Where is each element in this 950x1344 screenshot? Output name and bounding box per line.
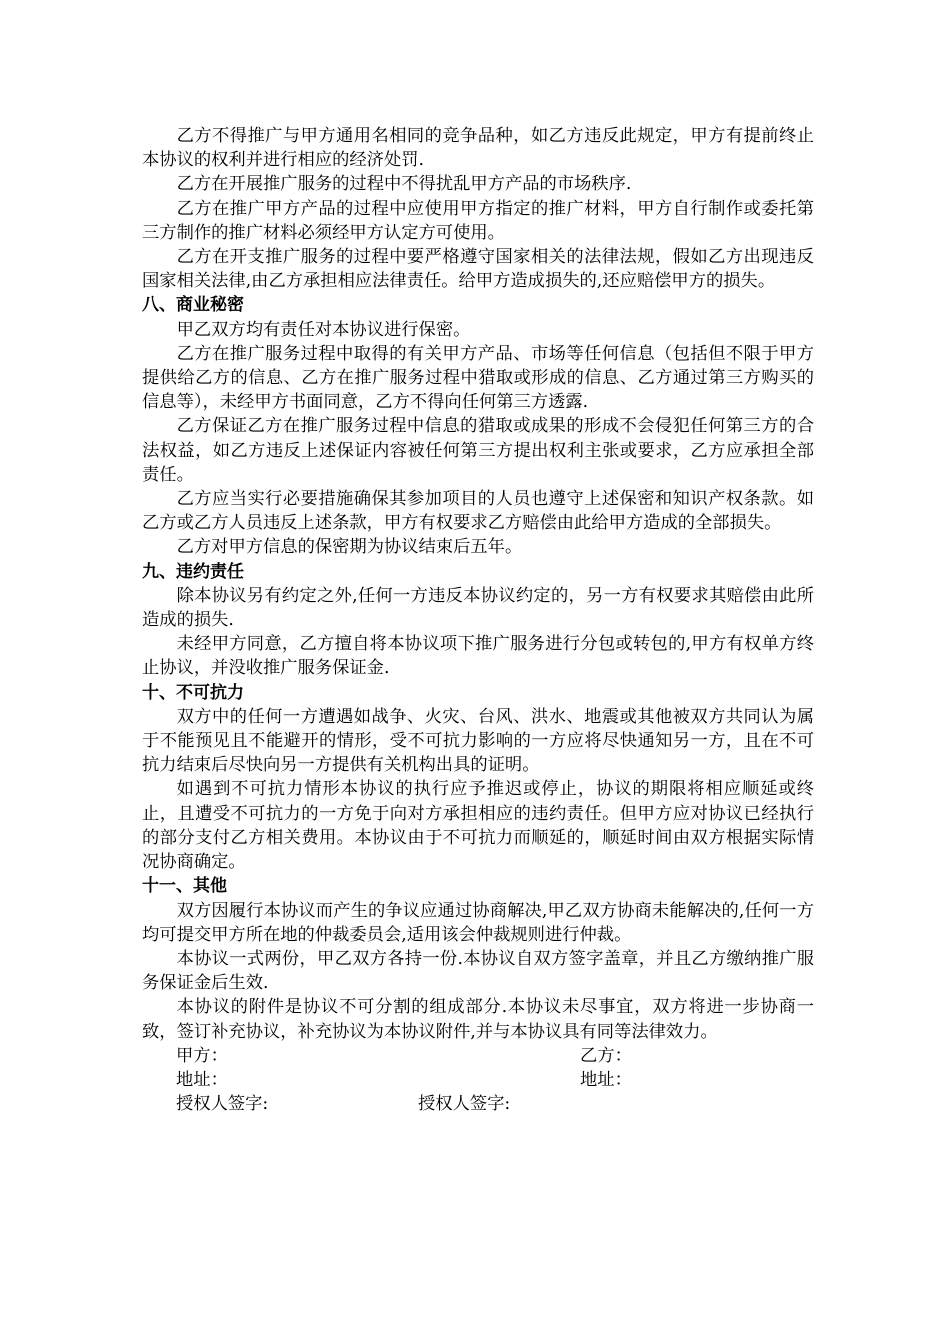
section-heading: 十一、其他 — [142, 876, 227, 897]
section-heading: 十、不可抗力 — [142, 682, 244, 703]
clause-paragraph: 双方中的任何一方遭遇如战争、火灾、台风、洪水、地震或其他被双方共同认为属于不能预见且不能避开的情形，受不可抗力影响的一方应将尽快通知另一方，且在不可抗力结束后尽快向另一方提供有关机构出具的证明。 — [142, 706, 814, 776]
clause-paragraph: 如遇到不可抗力情形本协议的执行应予推迟或停止，协议的期限将相应顺延或终止，且遭受不可抗力的一方免于向对方承担相应的违约责任。但甲方应对协议已经执行的部分支付乙方相关费用。本协议由于不可抗力而顺延的，顺延时间由双方根据实际情况协商确定。 — [142, 779, 814, 873]
address-b-label: 地址： — [580, 1069, 632, 1090]
clause-paragraph: 乙方在推广服务过程中取得的有关甲方产品、市场等任何信息（包括但不限于甲方提供给乙方的信息、乙方在推广服务过程中猎取或形成的信息、乙方通过第三方购买的信息等），未经甲方书面同意，乙方不得向任何第三方透露. — [142, 343, 814, 413]
clause-paragraph: 乙方保证乙方在推广服务过程中信息的猎取或成果的形成不会侵犯任何第三方的合法权益，如乙方违反上述保证内容被任何第三方提出权利主张或要求，乙方应承担全部责任。 — [142, 416, 814, 485]
clause-paragraph: 乙方在开展推广服务的过程中不得扰乱甲方产品的市场秩序. — [176, 174, 632, 195]
clause-paragraph: 乙方对甲方信息的保密期为协议结束后五年。 — [176, 537, 523, 558]
clause-blocks — [142, 124, 814, 1044]
clause-paragraph: 甲乙双方均有责任对本协议进行保密。 — [176, 319, 471, 340]
address-a-label: 地址： — [176, 1069, 228, 1090]
party-b-label: 乙方： — [580, 1045, 632, 1066]
signer-b-label: 授权人签字: — [418, 1094, 511, 1115]
clause-paragraph: 乙方在推广甲方产品的过程中应使用甲方指定的推广材料，甲方自行制作或委托第三方制作的推广材料必须经甲方认定方可使用。 — [142, 198, 814, 243]
signature-block — [142, 1044, 814, 1117]
section-heading: 九、违约责任 — [142, 561, 244, 582]
clause-paragraph: 除本协议另有约定之外,任何一方违反本协议约定的，另一方有权要求其赔偿由此所造成的损失. — [142, 585, 814, 631]
signature-row-party — [142, 1044, 814, 1068]
clause-paragraph: 本协议的附件是协议不可分割的组成部分.本协议未尽事宜，双方将进一步协商一致，签订补充协议，补充协议为本协议附件,并与本协议具有同等法律效力。 — [142, 997, 814, 1042]
signature-row-address — [142, 1068, 814, 1092]
document-body — [142, 124, 814, 1116]
clause-paragraph: 乙方在开支推广服务的过程中要严格遵守国家相关的法律法规，假如乙方出现违反国家相关法律,由乙方承担相应法律责任。给甲方造成损失的,还应赔偿甲方的损失。 — [142, 247, 814, 292]
clause-paragraph: 双方因履行本协议而产生的争议应通过协商解决,甲乙双方协商未能解决的,任何一方均可提交甲方所在地的仲裁委员会,适用该会仲裁规则进行仲裁。 — [142, 900, 814, 945]
clause-paragraph: 未经甲方同意，乙方擅自将本协议项下推广服务进行分包或转包的,甲方有权单方终止协议，并没收推广服务保证金. — [142, 634, 814, 679]
party-a-label: 甲方： — [176, 1045, 228, 1066]
signer-a-label: 授权人签字: — [176, 1094, 269, 1115]
clause-paragraph: 本协议一式两份，甲乙双方各持一份.本协议自双方签字盖章，并且乙方缴纳推广服务保证金后生效. — [142, 948, 814, 994]
section-heading: 八、商业秘密 — [142, 295, 244, 316]
signature-row-signer — [142, 1092, 814, 1116]
clause-paragraph: 乙方应当实行必要措施确保其参加项目的人员也遵守上述保密和知识产权条款。如乙方或乙方人员违反上述条款，甲方有权要求乙方赔偿由此给甲方造成的全部损失。 — [142, 489, 814, 534]
clause-paragraph: 乙方不得推广与甲方通用名相同的竞争品种，如乙方违反此规定，甲方有提前终止本协议的权利并进行相应的经济处罚. — [142, 126, 814, 171]
